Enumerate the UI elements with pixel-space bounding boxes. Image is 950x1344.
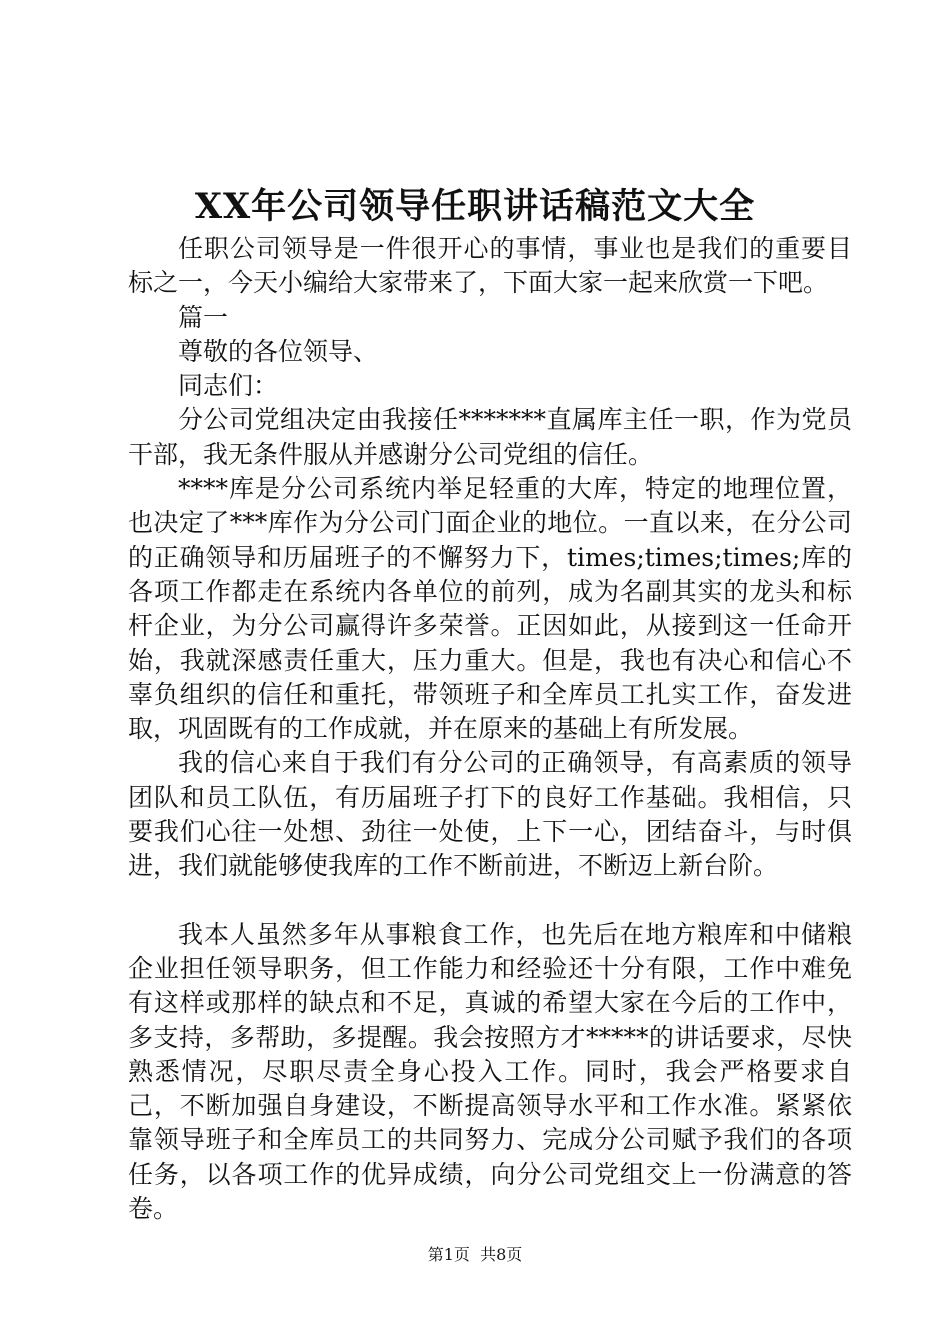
section-heading: 篇一: [178, 302, 229, 332]
salutation-line-2: 同志们：: [178, 371, 279, 401]
page-number-footer: 第1页 共8页: [427, 1245, 523, 1264]
body-paragraph: 我本人虽然多年从事粮食工作，也先后在地方粮库和中储粮企业担任领导职务，但工作能力和经验还十分有限，工作中难免有这样或那样的缺点和不足，真诚的希望大家在今后的工作中，多支持，多帮助，多提醒。我会按照方才*****的讲话要求，尽快熟悉情况，尽职尽责全身心投入工作。同时，我会严格要求自己，不断加强自身建设，不断提高领导水平和工作水准。紧紧依靠领导班子和全库员工的共同努力、完成分公司赋予我们的各项任务，以各项工作的优异成绩，向分公司党组交上一份满意的答卷。: [128, 919, 852, 1224]
body-paragraph: 我的信心来自于我们有分公司的正确领导，有高素质的领导团队和员工队伍，有历届班子打下的良好工作基础。我相信，只要我们心往一处想、劲往一处使，上下一心，团结奋斗，与时俱进，我们就能够使我库的工作不断前进，不断迈上新台阶。: [128, 748, 852, 881]
document-title: XX年公司领导任职讲话稿范文大全: [194, 186, 756, 227]
paragraph-gap: [128, 884, 852, 918]
document-body: [128, 232, 852, 1226]
body-paragraph: 分公司党组决定由我接任*******直属库主任一职，作为党员干部，我无条件服从并感谢分公司党组的信任。: [128, 405, 852, 469]
salutation-line-1: 尊敬的各位领导、: [178, 336, 379, 366]
intro-paragraph: 任职公司领导是一件很开心的事情，事业也是我们的重要目标之一，今天小编给大家带来了，下面大家一起来欣赏一下吧。: [128, 234, 852, 298]
body-paragraph: ****库是分公司系统内举足轻重的大库，特定的地理位置，也决定了***库作为分公司门面企业的地位。一直以来，在分公司的正确领导和历届班子的不懈努力下，times;times;times;库的各项工作都走在系统内各单位的前列，成为名副其实的龙头和标杆企业，为分公司赢得许多荣誉。正因如此，从接到这一任命开始，我就深感责任重大，压力重大。但是，我也有决心和信心不辜负组织的信任和重托，带领班子和全库员工扎实工作，奋发进取，巩固既有的工作成就，并在原来的基础上有所发展。: [128, 474, 852, 744]
